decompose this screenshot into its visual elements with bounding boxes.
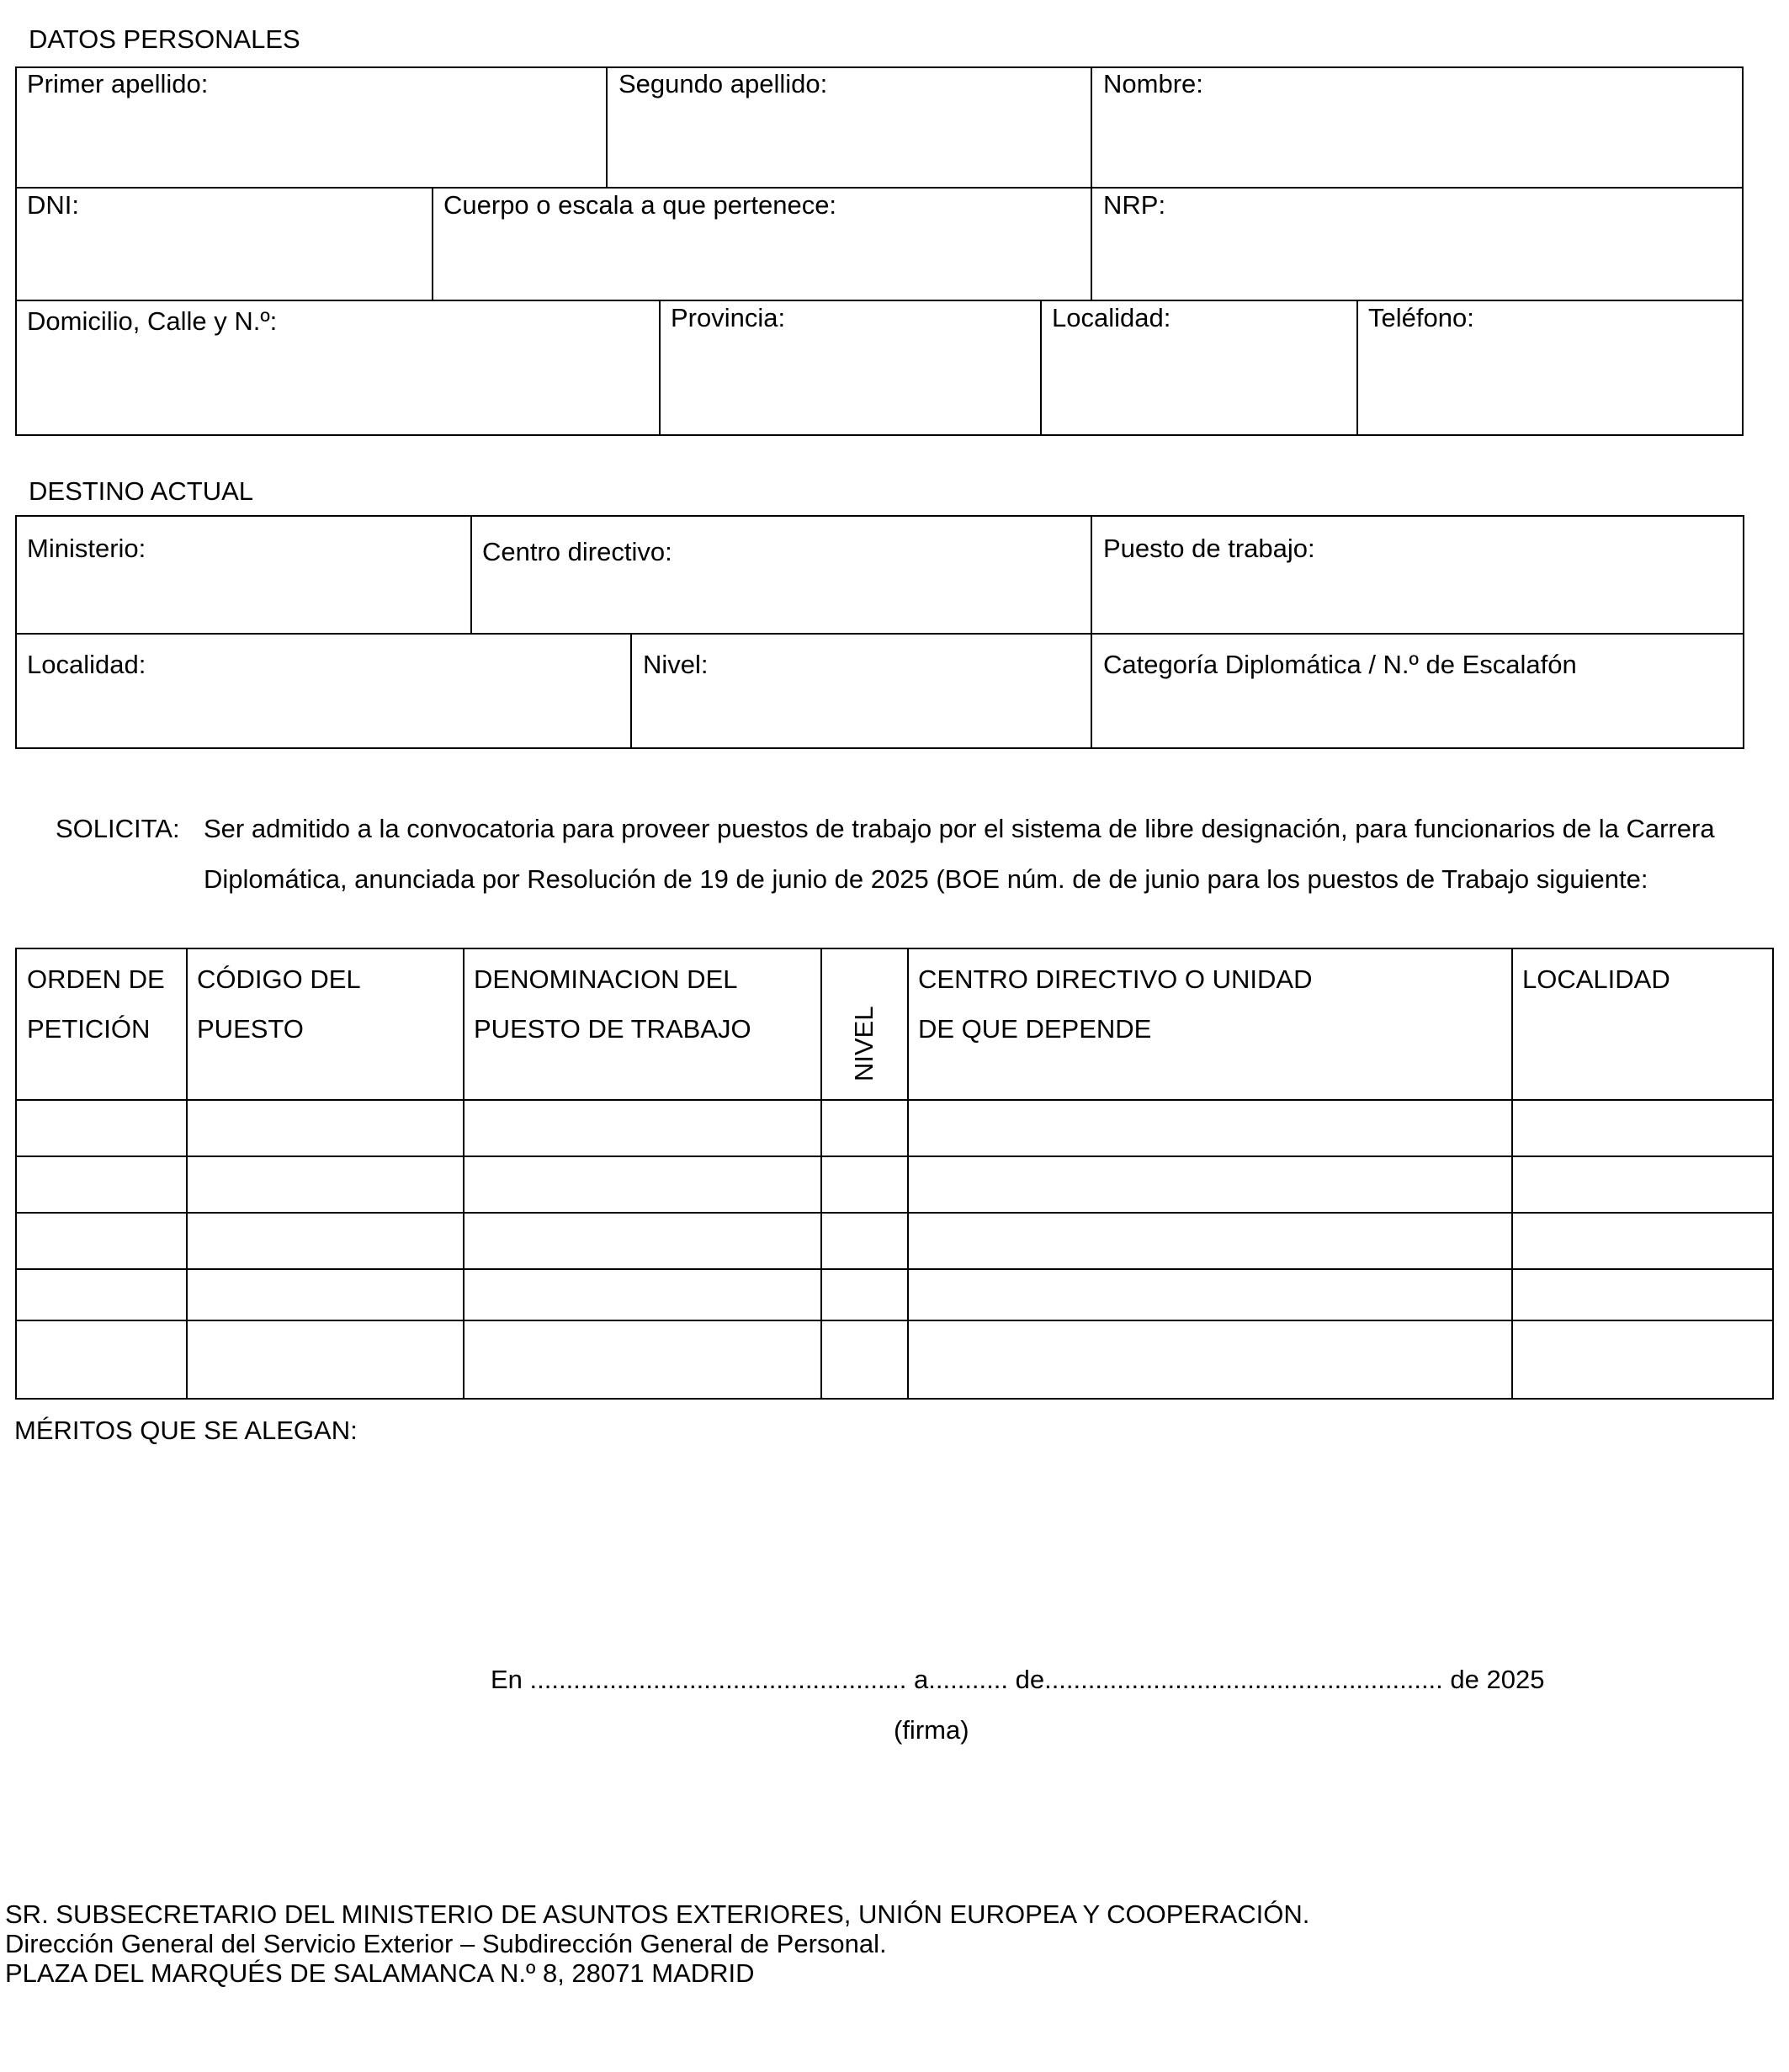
footer-direccion-general: Dirección General del Servicio Exterior – Subdirección General de Personal. [5, 1929, 887, 1958]
lugar-fecha-line: En .................................................... a........... de....................................................... de 2025 [491, 1665, 1545, 1694]
localidad-destino-field[interactable]: Localidad: [27, 650, 146, 679]
dni-field[interactable]: DNI: [27, 190, 79, 220]
header-localidad: LOCALIDAD [1522, 964, 1670, 994]
nivel-field[interactable]: Nivel: [643, 650, 709, 679]
domicilio-field[interactable]: Domicilio, Calle y N.º: [27, 306, 278, 336]
table-row[interactable] [17, 1270, 1772, 1319]
nrp-field[interactable]: NRP: [1103, 190, 1166, 220]
centro-directivo-field[interactable]: Centro directivo: [482, 537, 672, 566]
header-codigo-line-1: CÓDIGO DEL [197, 964, 361, 994]
header-denominacion-line-2: PUESTO DE TRABAJO [474, 1014, 751, 1044]
header-nivel: NIVEL [849, 1006, 879, 1081]
telefono-field[interactable]: Teléfono: [1368, 303, 1474, 332]
header-orden-line-1: ORDEN DE [27, 964, 165, 994]
cuerpo-escala-field[interactable]: Cuerpo o escala a que pertenece: [443, 190, 837, 220]
provincia-field[interactable]: Provincia: [671, 303, 786, 332]
solicita-label: SOLICITA: [56, 814, 180, 843]
firma-label: (firma) [894, 1715, 969, 1745]
header-orden-line-2: PETICIÓN [27, 1014, 151, 1044]
section-title-destino-actual: DESTINO ACTUAL [29, 476, 253, 506]
solicita-line-1: Ser admitido a la convocatoria para proveer puestos de trabajo por el sistema de libre designación, para funcionarios de la Carrera [204, 814, 1715, 843]
localidad-field[interactable]: Localidad: [1052, 303, 1171, 332]
header-centro-line-1: CENTRO DIRECTIVO O UNIDAD [918, 964, 1313, 994]
header-centro-line-2: DE QUE DEPENDE [918, 1014, 1152, 1044]
puesto-trabajo-field[interactable]: Puesto de trabajo: [1103, 534, 1315, 563]
nombre-field[interactable]: Nombre: [1103, 69, 1203, 98]
table-row[interactable] [17, 1214, 1772, 1267]
table-row[interactable] [17, 1157, 1772, 1211]
meritos-label: MÉRITOS QUE SE ALEGAN: [14, 1416, 358, 1445]
solicita-line-2: Diplomática, anunciada por Resolución de 19 de junio de 2025 (BOE núm. de de junio para los puestos de Trabajo siguiente: [204, 864, 1648, 894]
table-row[interactable] [17, 1101, 1772, 1155]
meritos-area[interactable] [14, 1449, 1773, 1643]
segundo-apellido-field[interactable]: Segundo apellido: [618, 69, 828, 98]
primer-apellido-field[interactable]: Primer apellido: [27, 69, 209, 98]
ministerio-field[interactable]: Ministerio: [27, 534, 146, 563]
table-row[interactable] [17, 1321, 1772, 1398]
section-title-datos-personales: DATOS PERSONALES [29, 24, 300, 54]
footer-destinatario: SR. SUBSECRETARIO DEL MINISTERIO DE ASUNTOS EXTERIORES, UNIÓN EUROPEA Y COOPERACIÓN. [5, 1899, 1310, 1929]
categoria-diplomatica-field[interactable]: Categoría Diplomática / N.º de Escalafón [1103, 650, 1577, 679]
footer-address: PLAZA DEL MARQUÉS DE SALAMANCA N.º 8, 28071 MADRID [5, 1958, 755, 1988]
header-denominacion-line-1: DENOMINACION DEL [474, 964, 738, 994]
header-codigo-line-2: PUESTO [197, 1014, 304, 1044]
